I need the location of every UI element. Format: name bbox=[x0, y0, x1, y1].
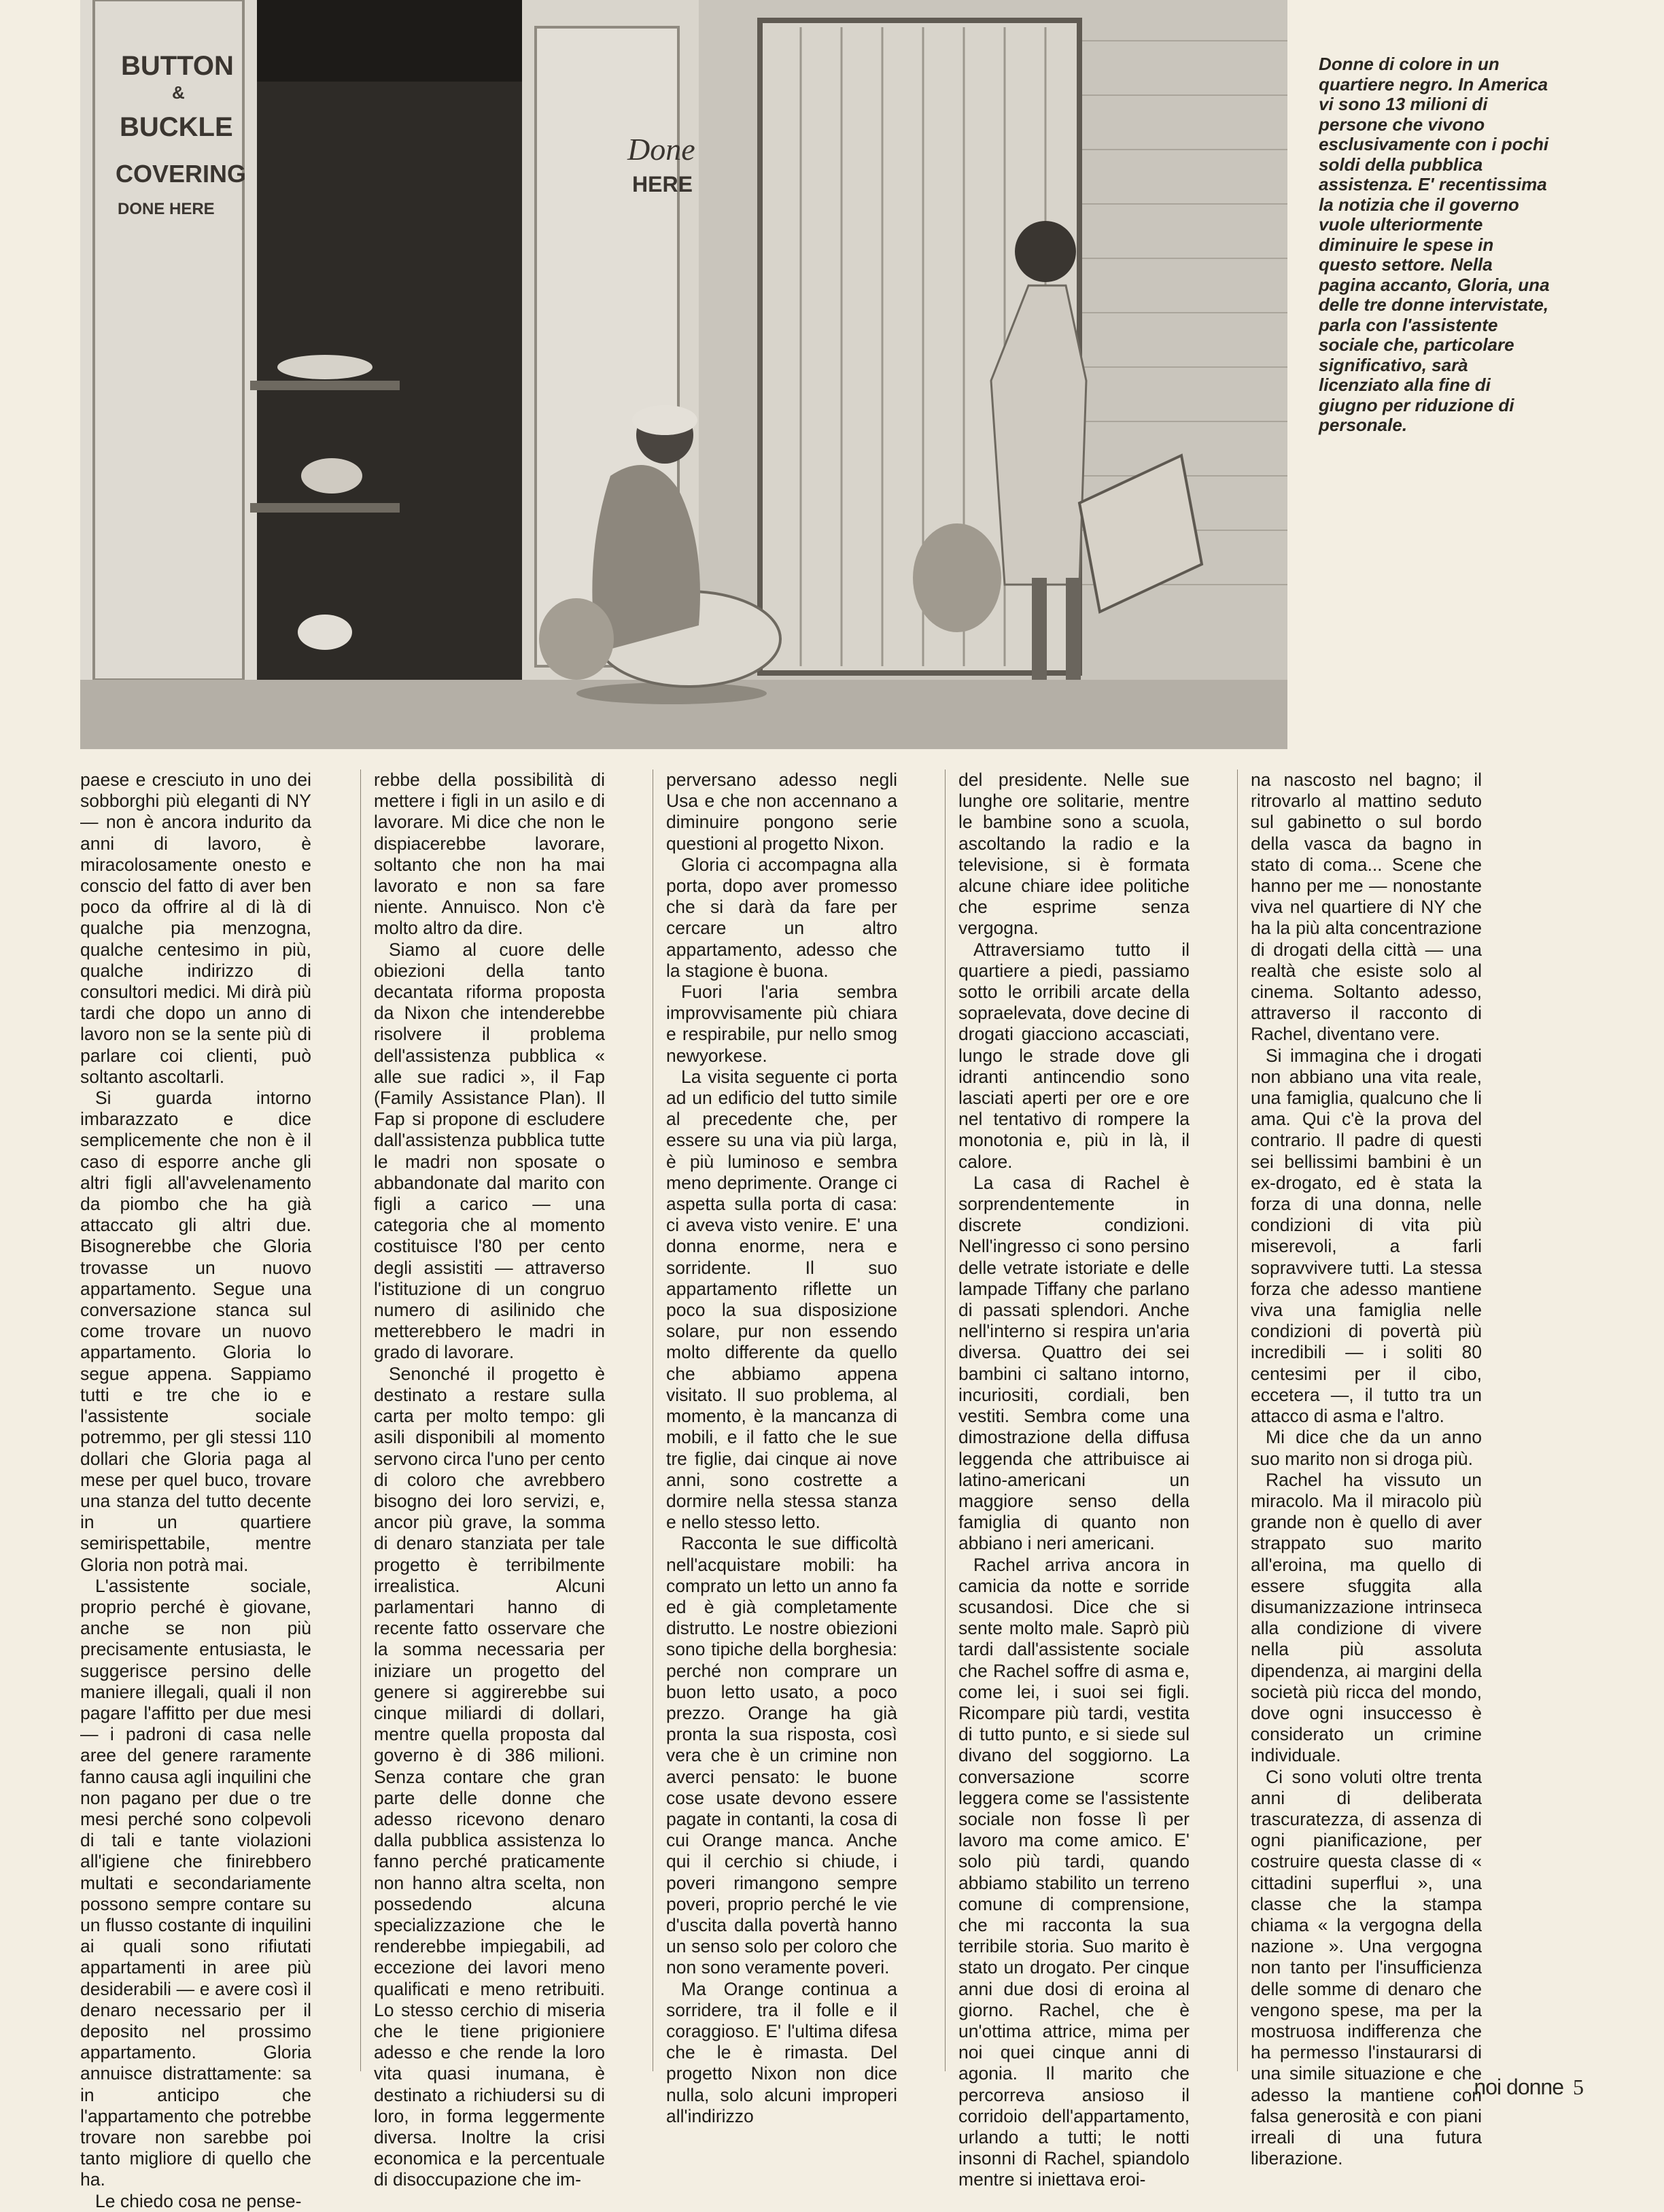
paragraph: Ma Orange continua a sorridere, tra il folle e il coraggioso. E' l'ultima difesa che le è rimasta. Del progetto Nixon non dice nulla, solo alcuni improperi all'indirizzo bbox=[666, 1978, 897, 2126]
paragraph: Si immagina che i drogati non abbiano una vita reale, una famiglia, qualcuno che li ama. Qui c'è la prova del contrario. Il padre di questi sei bellissimi bambini è un ex-drogato, ed è stata la forza di una donna, nelle condizioni di vita più miserevoli, a farli sopravvivere tutti. La stessa forza che adesso mantiene viva una famiglia nelle condizioni di povertà più incredibili — i soliti 80 centesimi per il cibo, eccetera —, il tutto tra un attacco di asma e l'altro. bbox=[1251, 1045, 1482, 1427]
sign-right-line-2: HERE bbox=[632, 172, 693, 196]
sign-right-line-1: Done bbox=[627, 132, 695, 167]
paragraph: L'assistente sociale, proprio perché è giovane, anche se non più precisamente entusiasta, le suggerisce persino delle maniere illegali, quali il non pagare l'affitto per due mesi — i padroni di casa nelle aree del genere raramente fanno causa agli inquilini che non pagano per due o tre mesi perché sono colpevoli di tali e tante violazioni all'igiene che finirebbero multati e secondariamente possono sempre contare su un flusso costante di inquilini ai quali sono rifiutati appartamenti in aree più desiderabili — e avere così il denaro necessario per il deposito nel prossimo appartamento. Gloria annuisce distrattamente: sa in anticipo che l'appartamento che potrebbe trovare non sarebbe poi tanto migliore di quello che ha. bbox=[80, 1575, 311, 2190]
paragraph: Attraversiamo tutto il quartiere a piedi, passiamo sotto le orribili arcate della sopraelevata, dove decine di drogati giacciono accasciati, lungo le strade dove gli idranti antincendio sono lasciati aperti per ore e ore nel tentativo di rompere la monotonia e, più in là, il calore. bbox=[958, 939, 1190, 1172]
paragraph: Ci sono voluti oltre trenta anni di deliberata trascuratezza, di assenza di ogni pianificazione, per costruire questa classe di « cittadini superflui », una classe che la stampa chiama « la vergogna della nazione ». Una vergogna non tanto per l'insufficienza delle somme di denaro che vengono spese, ma per la mostruosa indifferenza che ha permesso l'instaurarsi di una simile situazione e che adesso la mantiene con falsa generosità e con piani irreali di una futura liberazione. bbox=[1251, 1766, 1482, 2169]
article-column-2 bbox=[374, 770, 605, 2191]
paragraph: na nascosto nel bagno; il ritrovarlo al mattino seduto sul gabinetto o sul bordo della vasca da bagno in stato di coma... Scene che hanno per me — nonostante viva nel quartiere di NY che ha la più alta concentrazione di drogati della città — una realtà che esiste solo al cinema. Soltanto adesso, attraverso il racconto di Rachel, diventano vere. bbox=[1251, 770, 1482, 1045]
paragraph: rebbe della possibilità di mettere i figli in un asilo e di lavorare. Mi dice che non le dispiacerebbe lavorare, soltanto che non ha mai lavorato e non sa fare niente. Annuisco. Non c'è molto altro da dire. bbox=[374, 770, 605, 939]
paragraph: Siamo al cuore delle obiezioni della tanto decantata riforma proposta da Nixon che intenderebbe risolvere il problema dell'assistenza pubblica « alle sue radici », il Fap (Family Assistance Plan). Il Fap si propone di escludere dall'assistenza pubblica tutte le madri non sposate o abbandonate dal marito con figli a carico — una categoria che al momento costituisce l'80 per cento degli assistiti — attraverso l'istituzione di un congruo numero di asilinido che metterebbero le madri in grado di lavorare. bbox=[374, 939, 605, 1363]
sign-left-line-5: DONE HERE bbox=[118, 200, 215, 218]
paragraph: Fuori l'aria sembra improvvisamente più chiara e respirabile, pur nello smog newyorkese. bbox=[666, 982, 897, 1066]
page-footer bbox=[1474, 2075, 1584, 2100]
paragraph: paese e cresciuto in uno dei sobborghi più eleganti di NY — non è ancora indurito da anni di lavoro, è miracolosamente onesto e conscio del fatto di aver ben poco da offrire al di là di qualche pia menzogna, qualche centesimo in più, qualche indirizzo di consultori medici. Mi dirà più tardi che dopo un anno di lavoro non se la sente più di parlare coi clienti, può soltanto ascoltarli. bbox=[80, 770, 311, 1087]
sign-left-line-2: & bbox=[172, 82, 185, 103]
street-scene-photo bbox=[80, 0, 1287, 749]
paragraph: Rachel ha vissuto un miracolo. Ma il miracolo più grande non è quello di aver strappato suo marito all'eroina, ma quello di essere sfuggita alla disumanizzazione intrinseca alla condizione di vivere nella più assoluta dipendenza, ai margini della società più ricca del mondo, dove ogni insuccesso è considerato un crimine individuale. bbox=[1251, 1469, 1482, 1766]
photo bbox=[80, 0, 1287, 749]
column-rule bbox=[360, 770, 361, 2071]
paragraph: Gloria ci accompagna alla porta, dopo aver promesso che si darà da fare per cercare un altro appartamento, adesso che la stagione è buona. bbox=[666, 854, 897, 981]
page-number: 5 bbox=[1573, 2075, 1584, 2099]
paragraph: perversano adesso negli Usa e che non accennano a diminuire pongono serie questioni al progetto Nixon. bbox=[666, 770, 897, 854]
paragraph: Rachel arriva ancora in camicia da notte e sorride scusandosi. Dice che si sente molto male. Saprò più tardi dall'assistente sociale che Rachel soffre di asma e, come lei, i suoi sei figli. Ricompare più tardi, vestita di tutto punto, e si siede sul divano del soggiorno. La conversazione scorre leggera come se l'assistente sociale non fosse lì per lavoro ma come amico. E' solo più tardi, quando abbiamo stabilito un terreno comune di comprensione, che mi racconta la sua terribile storia. Suo marito è stato un drogato. Per cinque anni due dosi di eroina al giorno. Rachel, che è un'ottima attrice, mima per noi quei cinque anni di agonia. Il marito che percorreva ansioso il corridoio dell'appartamento, urlando a tutti; le notti insonni di Rachel, spiandolo mentre si iniettava eroi- bbox=[958, 1554, 1190, 2190]
article-column-3 bbox=[666, 770, 897, 2127]
sign-left-line-3: BUCKLE bbox=[120, 112, 233, 142]
article-column-4 bbox=[958, 770, 1190, 2191]
paragraph: La casa di Rachel è sorprendentemente in discrete condizioni. Nell'ingresso ci sono persino delle vetrate istoriate e delle lampade Tiffany che parlano di passati splendori. Anche nell'interno si respira un'aria diversa. Quattro dei sei bambini ci saltano intorno, incuriositi, cordiali, ben vestiti. Sembra come una dimostrazione della diffusa leggenda che attribuisce ai latino-americani un maggiore senso della famiglia di quanto non abbiano i neri americani. bbox=[958, 1172, 1190, 1554]
magazine-name: noi donne bbox=[1474, 2075, 1563, 2099]
paragraph: Mi dice che da un anno suo marito non si droga più. bbox=[1251, 1427, 1482, 1469]
column-rule bbox=[1237, 770, 1238, 2071]
paragraph: Si guarda intorno imbarazzato e dice semplicemente che non è il caso di esporre anche gli altri figli all'avvelenamento da piombo che ha già attaccato gli altri due. Bisognerebbe che Gloria trovasse un nuovo appartamento. Segue una conversazione stanca sul come trovare un nuovo appartamento. Gloria lo segue appena. Sappiamo tutti e tre che io e l'assistente sociale potremmo, per gli stessi 110 dollari che Gloria paga al mese per quel buco, trovare una stanza del tutto decente in un quartiere semirispettabile, mentre Gloria non potrà mai. bbox=[80, 1088, 311, 1575]
sign-left-line-1: BUTTON bbox=[121, 51, 234, 81]
paragraph: Senonché il progetto è destinato a restare sulla carta per molto tempo: gli asili disponibili al momento servono circa l'uno per cento di coloro che avrebbero bisogno dei loro servizi, e, ancor più grave, la somma di denaro stanziata per tale progetto è terribilmente irrealistica. Alcuni parlamentari hanno di recente fatto osservare che la somma necessaria per iniziare un progetto del genere si aggirerebbe sui cinque miliardi di dollari, mentre quella proposta dal governo è di 386 milioni. Senza contare che gran parte delle donne che adesso ricevono denaro dalla pubblica assistenza lo fanno perché praticamente non hanno altra scelta, non possedendo alcuna specializzazione che le renderebbe impiegabili, ad eccezione dei lavori meno qualificati e meno retribuiti. Lo stesso cerchio di miseria che le tiene prigioniere adesso e che rende la loro vita quasi inumana, è destinato a richiudersi su di loro, in forma leggermente diversa. Inoltre la crisi economica e la percentuale di disoccupazione che im- bbox=[374, 1363, 605, 2190]
article-column-1 bbox=[80, 770, 311, 2212]
paragraph: Le chiedo cosa ne pense- bbox=[95, 2190, 302, 2211]
paragraph: Racconta le sue difficoltà nell'acquistare mobili: ha comprato un letto un anno fa ed è già completamente distrutto. Le nostre obiezioni sono tipiche della borghesia: perché non comprare un buon letto usato, a poco prezzo. Orange ha già pronta la sua risposta, così vera che è un crimine non averci pensato: le buone cose usate devono essere pagate in contanti, la cosa di cui Orange manca. Anche qui il cerchio si chiude, i poveri rimangono sempre poveri, proprio perché le vie d'uscita dalla povertà hanno un senso solo per coloro che non sono veramente poveri. bbox=[666, 1533, 897, 1978]
paragraph: La visita seguente ci porta ad un edificio del tutto simile al precedente che, per essere su una via più larga, è più luminoso e sembra meno deprimente. Orange ci aspetta sulla porta di casa: ci aveva visto venire. E' una donna enorme, nera e sorridente. Il suo appartamento riflette un poco la sua disposizione solare, pur non essendo molto differente da quello che abbiamo appena visitato. Il suo problema, al momento, è la mancanza di mobili, e il fatto che le sue tre figlie, dai cinque ai nove anni, sono costrette a dormire nella stessa stanza e nello stesso letto. bbox=[666, 1066, 897, 1533]
article-column-5 bbox=[1251, 770, 1482, 2169]
column-rule bbox=[945, 770, 946, 2071]
paragraph: del presidente. Nelle sue lunghe ore solitarie, mentre le bambine sono a scuola, ascoltando la radio e la televisione, si è formata alcune chiare idee politiche che esprime senza vergogna. bbox=[958, 770, 1190, 939]
photo-caption: Donne di colore in un quartiere negro. In America vi sono 13 milioni di persone che vivono esclusivamente con i pochi soldi della pubblica assistenza. E' recentissima la notizia che il governo vuole ulteriormente diminuire le spese in questo settore. Nella pagina accanto, Gloria, una delle tre donne intervistate, parla con l'assistente sociale che, particolare significativo, sarà licenziato alla fine di giugno per riduzione di personale. bbox=[1319, 54, 1550, 435]
sign-left-line-4: COVERING bbox=[116, 160, 247, 188]
